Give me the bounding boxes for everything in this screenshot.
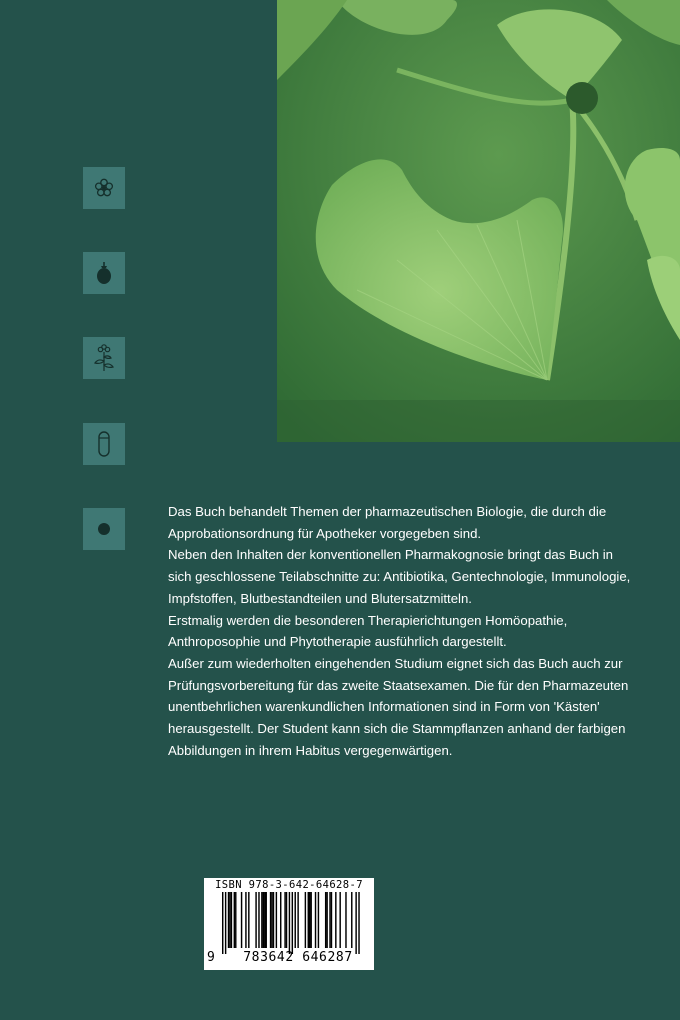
plant-icon-box xyxy=(83,337,125,379)
dot-icon xyxy=(96,521,112,537)
capsule-icon-box xyxy=(83,423,125,465)
capsule-icon xyxy=(94,429,114,459)
barcode-bar xyxy=(273,892,274,948)
barcode-bar xyxy=(271,892,272,948)
barcode-bar xyxy=(235,892,236,948)
barcode-bar xyxy=(245,892,246,948)
ean-digits: 783642 646287 xyxy=(243,950,353,965)
isbn-barcode xyxy=(204,878,374,970)
isbn-label: ISBN 978-3-642-64628-7 xyxy=(215,879,363,891)
barcode-bar xyxy=(228,892,229,948)
barcode-bar xyxy=(358,892,359,954)
barcode-bar xyxy=(248,892,249,948)
ean-lead-digit: 9 xyxy=(207,950,215,965)
barcode-bar xyxy=(339,892,340,948)
barcode-bar xyxy=(292,892,293,954)
barcode-bar xyxy=(280,892,281,948)
barcode-bar xyxy=(231,892,232,948)
barcode-bar xyxy=(318,892,319,948)
barcode-bar xyxy=(258,892,259,948)
dot-icon-box xyxy=(83,508,125,550)
barcode-bar xyxy=(241,892,242,948)
barcode-bar xyxy=(264,892,265,948)
ginkgo-leaves-photo xyxy=(277,0,680,442)
flower-icon-box xyxy=(83,167,125,209)
barcode-bar xyxy=(289,892,290,954)
barcode-bar xyxy=(310,892,311,948)
barcode-bar xyxy=(325,892,326,948)
barcode-bar xyxy=(229,892,230,948)
barcode-bar xyxy=(225,892,226,954)
barcode-bar xyxy=(345,892,346,948)
blurb-paragraph: Erstmalig werden die besonderen Therapierichtungen Homöopathie, Anthroposophie und Phytotherapie ausführlich dargestellt. xyxy=(168,612,568,650)
barcode-bar xyxy=(305,892,306,948)
blurb-paragraph: Das Buch behandelt Themen der pharmazeutischen Biologie, die durch die Approbationsordnung für Apotheker vorgegeben sind. xyxy=(168,504,607,541)
barcode-bar xyxy=(335,892,336,948)
barcode-bar xyxy=(222,892,223,954)
barcode-bar xyxy=(329,892,330,948)
barcode-bar xyxy=(315,892,316,948)
barcode-bar xyxy=(351,892,352,948)
barcode-bar xyxy=(297,892,298,948)
barcode-bar xyxy=(331,892,332,948)
barcode-bar xyxy=(261,892,262,948)
fruit-icon-box xyxy=(83,252,125,294)
flower-icon xyxy=(92,176,116,200)
barcode-bar xyxy=(286,892,287,948)
barcode-bar xyxy=(355,892,356,954)
back-cover-blurb xyxy=(168,501,638,761)
blurb-paragraph: Außer zum wiederholten eingehenden Studium eignet sich das Buch auch zur Prüfungsvorbereitung für das zweite Staatsexamen. Die für den Pharmazeuten unentbehrlichen warenkundlichen Informationen sind in Form von 'Kästen' herausgestellt. Der Student kann sich die Stammpflanzen anhand der farbigen Abbildungen in ihrem Habitus vergegenwärtigen. xyxy=(168,655,629,758)
barcode-bar xyxy=(284,892,285,948)
barcode-bar xyxy=(308,892,309,948)
blurb-paragraph: Neben den Inhalten der konventionellen Pharmakognosie bringt das Buch in sich geschlossene Teilabschnitte zu: Antibiotika, Gentechnologie, Immunologie, Impfstoffen, Blutbestandteilen und Blutersatzmitteln. xyxy=(168,547,631,606)
barcode-bar xyxy=(263,892,264,948)
barcode-bar xyxy=(234,892,235,948)
barcode-bar xyxy=(309,892,310,948)
barcode-bar xyxy=(255,892,256,948)
barcode-bar xyxy=(276,892,277,948)
barcode-bar xyxy=(326,892,327,948)
fruit-icon xyxy=(92,260,116,286)
barcode-bar xyxy=(270,892,271,948)
barcode-bar xyxy=(266,892,267,948)
barcode-bar xyxy=(295,892,296,948)
plant-icon xyxy=(91,343,117,373)
